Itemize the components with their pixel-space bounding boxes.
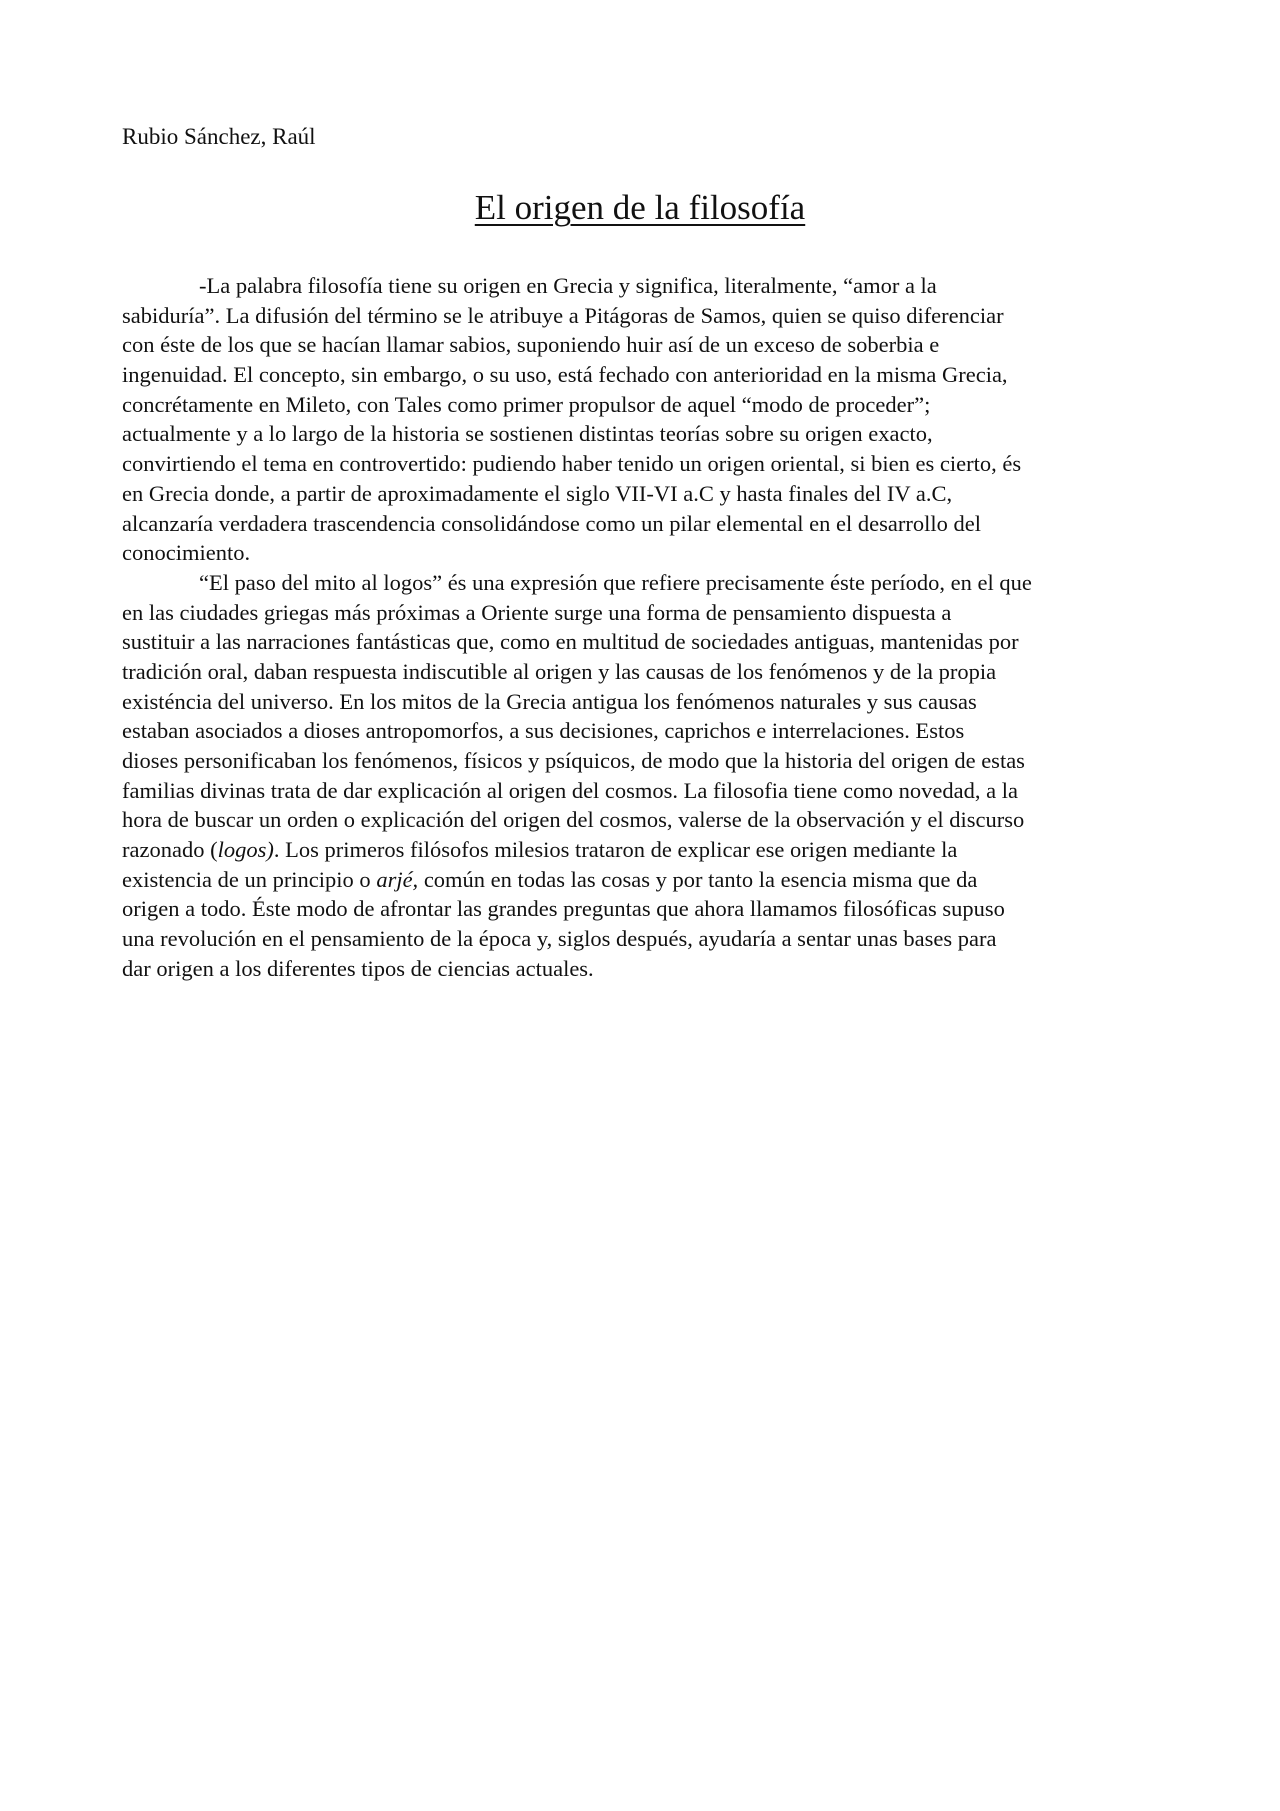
text-segment: ingenuidad. El concepto, sin embargo, o su uso, está fechado con anterioridad en la misma Grecia, xyxy=(122,362,1008,388)
text-segment: . Los primeros filósofos milesios trataron de explicar ese origen mediante la xyxy=(273,837,958,863)
text-line xyxy=(122,835,1162,865)
text-line xyxy=(122,598,1162,628)
text-line xyxy=(122,657,1162,687)
text-line xyxy=(122,538,1162,568)
text-segment: “El paso del mito al logos” és una expresión que refiere precisamente éste período, en el que xyxy=(199,569,1032,595)
text-line xyxy=(122,360,1162,390)
text-segment: familias divinas trata de dar explicación al origen del cosmos. La filosofia tiene como novedad, a la xyxy=(122,777,1018,803)
text-line xyxy=(122,509,1162,539)
text-line xyxy=(122,301,1162,331)
text-segment: con éste de los que se hacían llamar sabios, suponiendo huir así de un exceso de soberbia e xyxy=(122,332,940,358)
text-line xyxy=(122,687,1162,717)
text-segment: concrétamente en Mileto, con Tales como primer propulsor de aquel “modo de proceder”; xyxy=(122,391,931,417)
text-line xyxy=(122,865,1162,895)
text-segment: dar origen a los diferentes tipos de ciencias actuales. xyxy=(122,955,594,981)
text-segment: actualmente y a lo largo de la historia se sostienen distintas teorías sobre su origen exacto, xyxy=(122,421,933,447)
document-title: El origen de la filosofía xyxy=(474,188,806,227)
text-segment: dioses personificaban los fenómenos, físicos y psíquicos, de modo que la historia del origen de estas xyxy=(122,748,1025,773)
text-segment: existéncia del universo. En los mitos de la Grecia antigua los fenómenos naturales y sus causas xyxy=(122,688,977,714)
text-segment: sabiduría”. La difusión del término se le atribuye a Pitágoras de Samos, quien se quiso diferenciar xyxy=(122,302,1004,328)
text-line xyxy=(122,479,1162,509)
text-line xyxy=(122,894,1162,924)
text-line xyxy=(122,627,1162,657)
text-segment: alcanzaría verdadera trascendencia consolidándose como un pilar elemental en el desarrollo del xyxy=(122,510,981,536)
text-segment: en Grecia donde, a partir de aproximadamente el siglo VII-VI a.C y hasta finales del IV a.C, xyxy=(122,480,953,506)
text-line xyxy=(122,716,1162,746)
text-segment: razonado ( xyxy=(122,837,218,863)
text-segment: una revolución en el pensamiento de la época y, siglos después, ayudaría a sentar unas bases para xyxy=(122,926,997,952)
text-line xyxy=(122,390,1162,420)
text-line xyxy=(122,805,1162,835)
text-line xyxy=(122,330,1162,360)
text-line xyxy=(122,419,1162,449)
text-line xyxy=(122,954,1162,984)
italic-term: arjé, xyxy=(376,866,419,892)
text-segment: convirtiendo el tema en controvertido: pudiendo haber tenido un origen oriental, si bien es cierto, és xyxy=(122,451,1022,477)
text-segment: tradición oral, daban respuesta indiscutible al origen y las causas de los fenómenos y de la propia xyxy=(122,658,997,684)
text-segment: común en todas las cosas y por tanto la esencia misma que da xyxy=(418,866,978,892)
text-line xyxy=(122,271,1162,301)
text-segment: conocimiento. xyxy=(122,540,251,566)
text-segment: en las ciudades griegas más próximas a Oriente surge una forma de pensamiento dispuesta a xyxy=(122,599,952,625)
text-line xyxy=(122,776,1162,806)
text-line xyxy=(122,449,1162,479)
text-line xyxy=(122,746,1162,776)
author-name: Rubio Sánchez, Raúl xyxy=(122,124,316,149)
text-segment: hora de buscar un orden o explicación del origen del cosmos, valerse de la observación y el discurso xyxy=(122,807,1025,833)
document-body xyxy=(122,271,1162,984)
text-segment: existencia de un principio o xyxy=(122,866,377,892)
text-segment: estaban asociados a dioses antropomorfos, a sus decisiones, caprichos e interrelaciones. Estos xyxy=(122,718,965,744)
text-segment: -La palabra filosofía tiene su origen en Grecia y significa, literalmente, “amor a la xyxy=(199,273,937,298)
text-line xyxy=(122,924,1162,954)
text-line xyxy=(122,568,1162,598)
text-segment: sustituir a las narraciones fantásticas que, como en multitud de sociedades antiguas, mantenidas por xyxy=(122,629,1019,655)
italic-term: logos) xyxy=(217,837,274,863)
text-segment: origen a todo. Éste modo de afrontar las grandes preguntas que ahora llamamos filosóficas supuso xyxy=(122,896,1005,922)
